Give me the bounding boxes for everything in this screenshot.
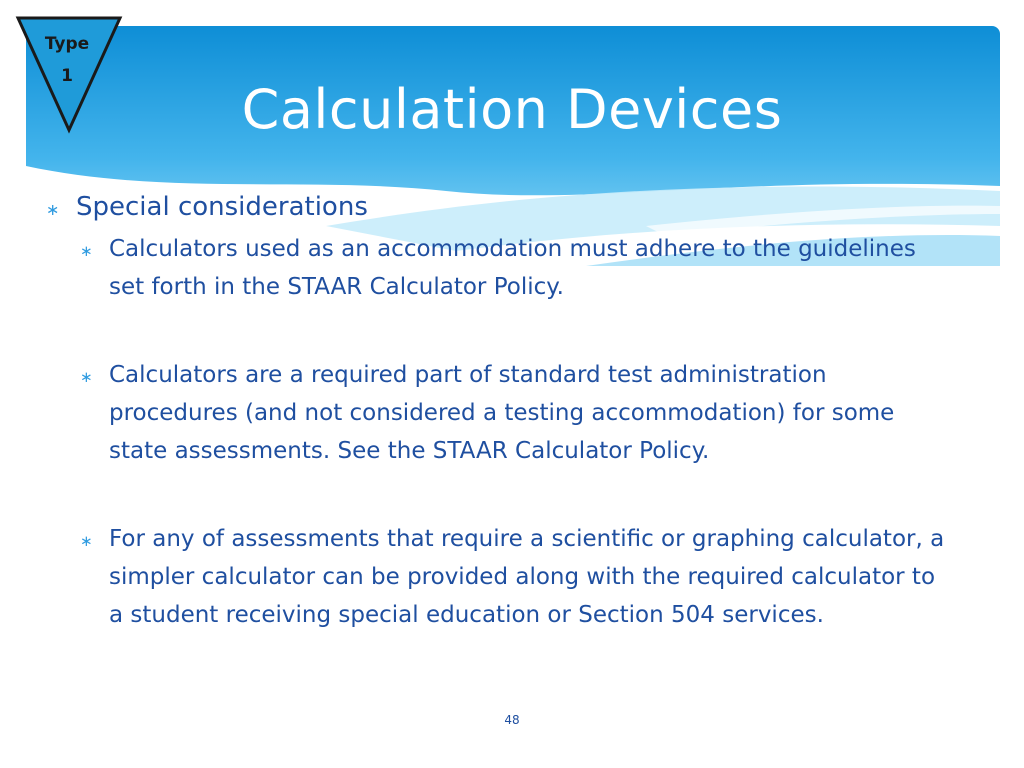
- sub-bullet-text: Calculators used as an accommodation must adhere to the guidelines set forth in the STAAR Calculator Policy.: [109, 236, 916, 300]
- page-number: 48: [504, 713, 520, 727]
- type-badge-number: 1: [61, 66, 73, 86]
- sub-bullet: [80, 230, 946, 306]
- bullet-level1: [46, 192, 946, 222]
- sub-bullet: [80, 356, 946, 470]
- type-badge-label: Type: [44, 34, 90, 54]
- sub-bullet: [80, 520, 946, 634]
- bullet-level1-text: Special considerations: [76, 192, 368, 222]
- sub-bullet-text: For any of assessments that require a scientific or graphing calculator, a simpler calculator can be provided along with the required calculator to a student receiving special education or Section 504 services.: [109, 526, 945, 628]
- sub-bullet-text: Calculators are a required part of standard test administration procedures (and not considered a testing accommodation) for some state assessments. See the STAAR Calculator Policy.: [109, 362, 895, 464]
- asterisk-bullet-icon: ∗: [46, 200, 60, 219]
- asterisk-bullet-icon: ∗: [80, 242, 93, 260]
- slide-content: [46, 192, 946, 684]
- asterisk-bullet-icon: ∗: [80, 532, 93, 550]
- slide-title: Calculation Devices: [241, 78, 783, 141]
- asterisk-bullet-icon: ∗: [80, 368, 93, 386]
